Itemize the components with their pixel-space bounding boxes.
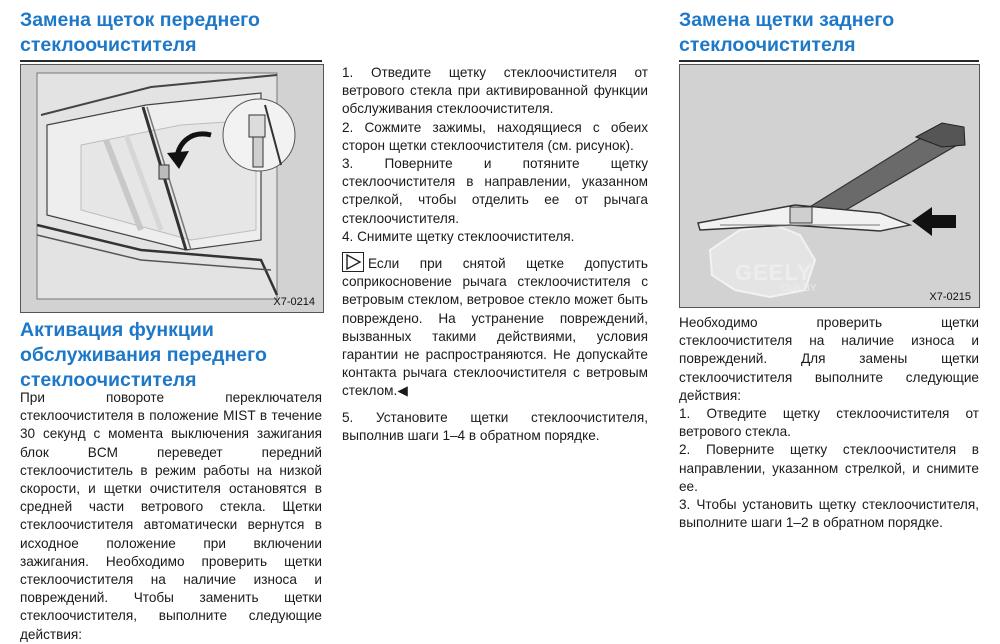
rear-wiper-steps bbox=[679, 314, 979, 532]
step-item: 5. Установите щетки стеклоочистителя, выполнив шаги 1–4 в обратном порядке. bbox=[342, 409, 648, 443]
heading-rule bbox=[20, 60, 322, 62]
front-wiper-steps bbox=[342, 64, 648, 445]
step-item: 1. Отведите щетку стеклоочистителя от ветрового стекла. bbox=[679, 406, 979, 440]
step-item: 4. Снимите щетку стеклоочистителя. bbox=[342, 228, 575, 244]
step-item: 2. Поверните щетку стеклоочистителя в направлении, указанном стрелкой, и снимите ее. bbox=[679, 442, 979, 494]
note-text: Если при снятой щетке допустить соприкосновение рычага стеклоочистителя с ветровым стеклом, ветровое стекло может быть повреждено. На устранение повреждений, вызванных такими действиями, условия гарантии не распространяются. Не допускайте контакта рычага стеклоочистителя с ветровым стеклом. bbox=[342, 256, 648, 399]
front-wiper-heading: Замена щеток переднего стеклоочистителя bbox=[20, 9, 260, 56]
activation-paragraph: При повороте переключателя стеклоочистителя в положение MIST в течение 30 секунд с момента выключения зажигания блок BCM переведет передний стеклоочиститель в режим работы на низкой скорости, и щетки очистителя остановятся в средней части ветрового стекла. Щетки стеклоочистителя автоматически вернутся в исходное положение при включении зажигания. Необходимо проверить щетки стеклоочистителя на наличие износа и повреждений. Чтобы заменить щетки стеклоочистителя, выполните следующие действия: bbox=[20, 390, 322, 642]
heading-rule bbox=[679, 60, 979, 62]
activation-text-column bbox=[20, 389, 322, 644]
figure-label: X7-0215 bbox=[929, 291, 971, 303]
rear-wiper-heading: Замена щетки заднего стеклоочистителя bbox=[679, 9, 895, 56]
warning-note bbox=[342, 252, 648, 401]
rear-intro: Необходимо проверить щетки стеклоочистителя на наличие износа и повреждений. Для замены щетки стеклоочистителя выполните следующие действия: bbox=[679, 315, 979, 403]
rear-wiper-figure bbox=[679, 64, 980, 308]
step-item: 2. Сожмите зажимы, находящиеся с обеих сторон щетки стеклоочистителя (см. рисунок). bbox=[342, 119, 648, 153]
watermark-brand: GEELY bbox=[735, 260, 813, 285]
activation-heading: Активация функции обслуживания переднего стеклоочистителя bbox=[20, 319, 267, 391]
step-item: 1. Отведите щетку стеклоочистителя от ветрового стекла при активированной функции обслуживания стеклоочистителя. bbox=[342, 65, 648, 117]
rear-wiper-illustration bbox=[680, 65, 979, 307]
front-wiper-figure bbox=[20, 64, 324, 313]
step-item: 3. Чтобы установить щетку стеклоочистителя, выполните шаги 1–2 в обратном порядке. bbox=[679, 497, 979, 531]
step-item: 3. Поверните и потяните щетку стеклоочистителя в направлении, указанном стрелкой, чтобы отделить ее от рычага стеклоочистителя. bbox=[342, 156, 648, 226]
note-triangle-icon bbox=[342, 252, 364, 272]
front-wiper-illustration bbox=[21, 65, 323, 312]
figure-label: X7-0214 bbox=[273, 296, 315, 308]
note-end-marker: ◀ bbox=[397, 383, 408, 399]
watermark-sub: Club BY bbox=[780, 283, 817, 294]
